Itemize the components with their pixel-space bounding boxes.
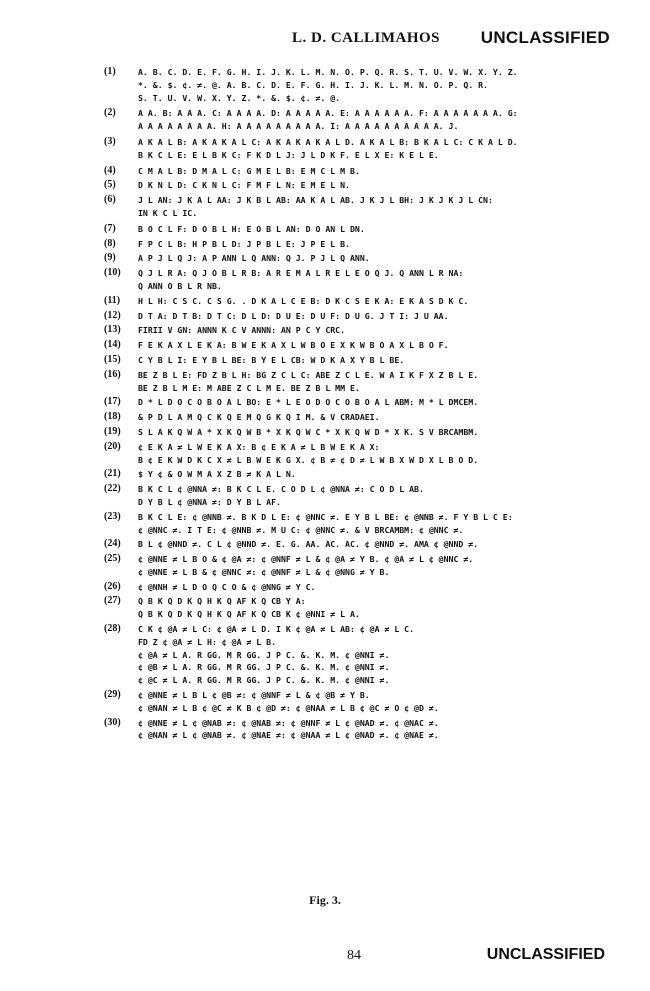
header-author: L. D. CALLIMAHOS: [292, 30, 441, 46]
entry-number: (22): [104, 483, 121, 495]
figure-entry: [104, 107, 614, 133]
entry-line: Q B K Q D K Q H K Q AF K Q CB Y A:: [138, 596, 306, 607]
entry-lines: [138, 339, 449, 352]
entry-line: B K C L ¢ @NNA ≠: B K C L E. C O D L ¢ @NNA ≠: C O D L AB.: [138, 484, 424, 495]
entry-lines: [138, 66, 518, 104]
entry-line: S L A K Q W A * X K Q W B * X K Q W C * X K Q W D * X K. S V BRCAMBM.: [138, 426, 479, 437]
entry-line: Q B K Q D K Q H K Q AF K Q CB K ¢ @NNI ≠ L A.: [138, 609, 360, 620]
entry-line: D * L D O C O B O A L BO: E * L E O D O C O B O A L ABM: M * L DMCEM.: [138, 397, 479, 408]
entry-lines: [138, 354, 404, 367]
figure-entry: [104, 252, 614, 265]
entry-lines: [138, 623, 414, 687]
figure-entry: [104, 354, 614, 367]
entry-number: (11): [104, 294, 121, 306]
entry-line: H L H: C S C. C S G. . D K A L C E B: D K C S E K A: E K A S D K C.: [138, 295, 469, 306]
entry-line: A K A L B: A K A K A L C: A K A K A K A L D. A K A L B: B K A L C: C K A L D.: [138, 136, 518, 147]
entry-line: ¢ @NAN ≠ L B ¢ @C ≠ K B ¢ @D ≠: ¢ @NAA ≠ L B ¢ @C ≠ O ¢ @D ≠.: [138, 702, 439, 713]
entry-lines: [138, 252, 370, 265]
entry-lines: [138, 107, 518, 133]
figure-entry: [104, 339, 614, 352]
entry-line: A A. B: A A A. C: A A A A. D: A A A A A. E: A A A A A A. F: A A A A A A A. G:: [138, 108, 518, 119]
entry-number: (21): [104, 468, 121, 480]
figure-entry: [104, 223, 614, 236]
entry-line: C K ¢ @A ≠ L C: ¢ @A ≠ L D. I K ¢ @A ≠ L AB: ¢ @A ≠ L C.: [138, 624, 415, 635]
figure-entry: [104, 426, 614, 439]
figure-entry: [104, 623, 614, 687]
entry-line: ¢ @NNE ≠ L B & ¢ @NNC ≠: ¢ @NNF ≠ L & ¢ @NNG ≠ Y B.: [138, 566, 390, 577]
entry-number: (23): [104, 510, 121, 522]
entry-lines: [138, 717, 439, 743]
entry-line: ¢ @A ≠ L A. R GG. M R GG. J P C. &. K. M. ¢ @NNI ≠.: [138, 649, 390, 660]
entry-lines: [138, 483, 424, 509]
entry-number: (27): [104, 595, 121, 607]
entry-number: (14): [104, 339, 121, 351]
figure-entry: [104, 310, 614, 323]
entry-lines: [138, 194, 493, 220]
entry-line: D Y B L ¢ @NNA ≠: D Y B L AF.: [138, 496, 281, 507]
entry-line: B L ¢ @NND ≠. C L ¢ @NND ≠. E. G. AA. AC. AC. ¢ @NND ≠. AMA ¢ @NND ≠.: [138, 539, 479, 550]
entry-lines: [138, 136, 518, 162]
entry-number: (2): [104, 107, 116, 119]
entry-line: ¢ @NNC ≠. I T E: ¢ @NNB ≠. M U C: ¢ @NNC ≠. & V BRCAMBM: ¢ @NNC ≠.: [138, 524, 464, 535]
footer-classification: UNCLASSIFIED: [486, 946, 605, 963]
entry-number: (3): [104, 135, 116, 147]
entry-line: B O C L F: D O B L H: E O B L AN: D O AN L DN.: [138, 223, 365, 234]
entry-lines: [138, 538, 478, 551]
entry-lines: [138, 267, 463, 293]
figure-entry: [104, 324, 614, 337]
figure-entry: [104, 194, 614, 220]
entry-line: FD Z ¢ @A ≠ L H: ¢ @A ≠ L B.: [138, 636, 277, 647]
entry-number: (30): [104, 716, 121, 728]
entry-number: (26): [104, 580, 121, 592]
entry-number: (12): [104, 309, 121, 321]
entry-number: (20): [104, 440, 121, 452]
entry-number: (24): [104, 538, 121, 550]
entry-line: IN K C L IC.: [138, 207, 198, 218]
entry-line: J L AN: J K A L AA: J K B L AB: AA K A L AB. J K J L BH: J K J K J L CN:: [138, 195, 493, 206]
entry-lines: [138, 324, 345, 337]
figure-entry: [104, 468, 614, 481]
entry-line: D T A: D T B: D T C: D L D: D U E: D U F: D U G. J T I: J U AA.: [138, 310, 449, 321]
figure-entry: [104, 396, 614, 409]
entry-line: C M A L B: D M A L C: G M E L B: E M C L M B.: [138, 165, 360, 176]
figure-entry: [104, 441, 614, 467]
entry-line: B ¢ E K W D K C X ≠ L B W E K G X. ¢ B ≠ ¢ D ≠ L W B X W D X L B O D.: [138, 454, 479, 465]
entry-number: (28): [104, 623, 121, 635]
entry-number: (13): [104, 324, 121, 336]
entry-lines: [138, 238, 350, 251]
entry-lines: [138, 595, 360, 621]
figure-entry: [104, 66, 614, 104]
entry-number: (5): [104, 179, 116, 191]
entry-number: (18): [104, 411, 121, 423]
entry-line: BE Z B L E: FD Z B L H: BG Z C L C: ABE Z C L E. W A I K F X Z B L E.: [138, 369, 479, 380]
entry-line: FIRII V GN: ANNN K C V ANNN: AN P C Y CRC.: [138, 325, 346, 336]
entry-line: A P J L Q J: A P ANN L Q ANN: Q J. P J L Q ANN.: [138, 253, 370, 264]
entry-number: (1): [104, 66, 116, 77]
figure-entry: [104, 689, 614, 715]
entry-number: (15): [104, 353, 121, 365]
entry-lines: [138, 689, 439, 715]
entry-line: F P C L B: H P B L D: J P B L E: J P E L B.: [138, 238, 350, 249]
entry-lines: [138, 553, 473, 579]
entry-line: Q ANN O B L R NB.: [138, 280, 222, 291]
figure-entry: [104, 179, 614, 192]
entry-lines: [138, 426, 478, 439]
figure-entry: [104, 581, 614, 594]
entry-number: (10): [104, 267, 121, 279]
entry-lines: [138, 165, 360, 178]
figure-entry: [104, 136, 614, 162]
figure-entry: [104, 165, 614, 178]
entry-number: (6): [104, 194, 116, 206]
entry-lines: [138, 295, 468, 308]
entry-lines: [138, 369, 478, 395]
entry-line: A. B. C. D. E. F. G. H. I. J. K. L. M. N. O. P. Q. R. S. T. U. V. W. X. Y. Z.: [138, 67, 518, 77]
entry-lines: [138, 581, 315, 594]
page-number: 84: [347, 948, 361, 963]
entry-number: (4): [104, 164, 116, 176]
figure-entry: [104, 369, 614, 395]
figure-entry: [104, 483, 614, 509]
figure-entries: [104, 66, 614, 742]
entry-number: (8): [104, 237, 116, 249]
entry-line: Q J L R A: Q J O B L R B: A R E M A L R E L E O Q J. Q ANN L R NA:: [138, 268, 464, 279]
entry-line: D K N L D: C K N L C: F M F L N: E M E L N.: [138, 180, 350, 191]
entry-line: ¢ @NNE ≠ L ¢ @NAB ≠: ¢ @NAB ≠: ¢ @NNF ≠ L ¢ @NAD ≠. ¢ @NAC ≠.: [138, 717, 439, 728]
figure-caption: Fig. 3.: [309, 893, 341, 907]
entry-line: ¢ @NNE ≠ L B L ¢ @B ≠: ¢ @NNF ≠ L & ¢ @B ≠ Y B.: [138, 690, 370, 701]
entry-lines: [138, 310, 449, 323]
figure-entry: [104, 295, 614, 308]
entry-line: C Y B L I: E Y B L BE: B Y E L CB: W D K A X Y B L BE.: [138, 354, 405, 365]
figure-entry: [104, 267, 614, 293]
figure-entry: [104, 538, 614, 551]
entry-number: (7): [104, 222, 116, 234]
entry-number: (29): [104, 689, 121, 701]
entry-number: (9): [104, 252, 116, 264]
entry-line: $ Y ¢ & O W M A X Z B ≠ K A L N.: [138, 469, 296, 480]
entry-line: BE Z B L M E: M ABE Z C L M E. BE Z B L MM E.: [138, 382, 360, 393]
entry-line: *. &. $. ¢. ≠. @. A. B. C. D. E. F. G. H. I. J. K. L. M. N. O. P. Q. R.: [138, 79, 488, 90]
entry-line: ¢ @NAN ≠ L ¢ @NAB ≠. ¢ @NAE ≠: ¢ @NAA ≠ L ¢ @NAD ≠. ¢ @NAE ≠.: [138, 730, 439, 741]
header-classification: UNCLASSIFIED: [480, 28, 610, 47]
entry-line: S. T. U. V. W. X. Y. Z. *. &. $. ¢. ≠. @.: [138, 92, 341, 103]
entry-number: (17): [104, 396, 121, 408]
entry-line: ¢ @B ≠ L A. R GG. M R GG. J P C. &. K. M. ¢ @NNI ≠.: [138, 662, 390, 673]
entry-lines: [138, 223, 365, 236]
entry-lines: [138, 179, 350, 192]
figure-entry: [104, 511, 614, 537]
entry-number: (25): [104, 553, 121, 565]
entry-number: (16): [104, 368, 121, 380]
entry-line: B K C L E: ¢ @NNB ≠. B K D L E: ¢ @NNC ≠. E Y B L BE: ¢ @NNB ≠. F Y B L C E:: [138, 511, 513, 522]
entry-lines: [138, 411, 380, 424]
entry-line: ¢ @C ≠ L A. R GG. M R GG. J P C. &. K. M. ¢ @NNI ≠.: [138, 675, 390, 686]
entry-line: ¢ E K A ≠ L W E K A X: B ¢ E K A ≠ L B W E K A X:: [138, 441, 380, 452]
figure-entry: [104, 595, 614, 621]
figure-entry: [104, 553, 614, 579]
entry-line: ¢ @NNE ≠ L B O & ¢ @A ≠: ¢ @NNF ≠ L & ¢ @A ≠ Y B. ¢ @A ≠ L ¢ @NNC ≠.: [138, 554, 474, 565]
figure-entry: [104, 238, 614, 251]
entry-lines: [138, 468, 296, 481]
entry-line: & P D L A M Q C K Q E M Q G K Q I M. & V CRADAEI.: [138, 412, 380, 423]
figure-entry: [104, 717, 614, 743]
entry-line: F E K A X L E K A: B W E K A X L W B O E X K W B O A X L B O F.: [138, 340, 449, 351]
entry-line: B K C L E: E L B K C: F K D L J: J L D K F. E L X E: K E L E.: [138, 149, 439, 160]
entry-lines: [138, 441, 478, 467]
entry-line: ¢ @NNH ≠ L D O Q C O & ¢ @NNG ≠ Y C.: [138, 581, 316, 592]
entry-line: A A A A A A A A. H: A A A A A A A A A. I: A A A A A A A A A A. J.: [138, 121, 459, 132]
entry-number: (19): [104, 425, 121, 437]
entry-lines: [138, 511, 513, 537]
entry-lines: [138, 396, 478, 409]
figure-entry: [104, 411, 614, 424]
